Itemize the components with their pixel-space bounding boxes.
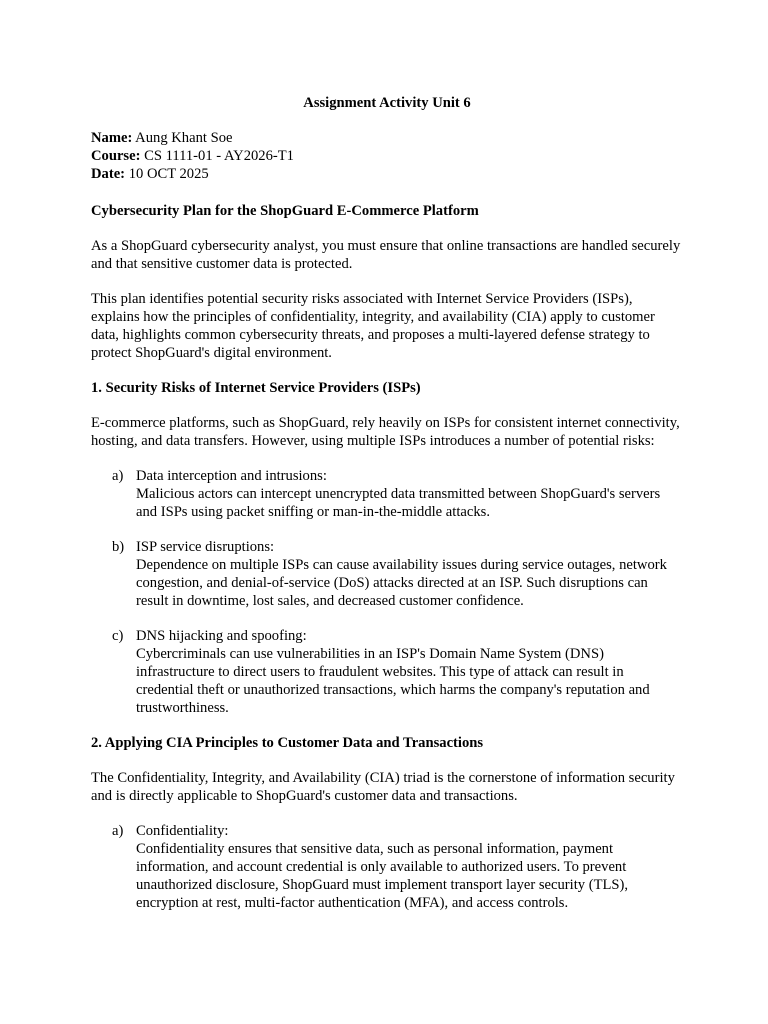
section-2-list [91, 822, 683, 912]
list-item-body: Dependence on multiple ISPs can cause availability issues during service outages, network congestion, and denial-of-service (DoS) attacks directed at an ISP. Such disruptions can result in downtime, lost sales, and decreased customer confidence. [136, 557, 667, 609]
meta-date [91, 165, 683, 183]
meta-block [91, 129, 683, 183]
list-item [91, 822, 683, 912]
meta-name [91, 129, 683, 147]
list-marker: a) [112, 823, 124, 839]
list-item-body: Cybercriminals can use vulnerabilities in an ISP's Domain Name System (DNS) infrastructure to direct users to fraudulent websites. This type of attack can result in credential theft or unauthorized transactions, which harms the company's reputation and trustworthiness. [136, 646, 650, 716]
section-1-heading: 1. Security Risks of Internet Service Providers (ISPs) [91, 380, 421, 396]
meta-course [91, 147, 683, 165]
list-item [91, 627, 683, 717]
list-marker: c) [112, 628, 124, 644]
list-item-body: Confidentiality ensures that sensitive data, such as personal information, payment information, and account credential is only available to authorized users. To prevent unauthorized disclosure, ShopGuard must implement transport layer security (TLS), encryption at rest, multi-factor authentication (MFA), and access controls. [136, 841, 629, 911]
meta-name-value: Aung Khant Soe [132, 130, 233, 146]
intro-paragraph-2: This plan identifies potential security risks associated with Internet Service Providers (ISPs), explains how the principles of confidentiality, integrity, and availability (CIA) apply to customer data, highlights common cybersecurity threats, and proposes a multi-layered defense strategy to protect ShopGuard's digital environment. [91, 291, 655, 361]
meta-date-value: 10 OCT 2025 [125, 166, 209, 182]
list-item-title: Data interception and intrusions: [136, 468, 327, 484]
list-marker: b) [112, 539, 125, 555]
list-item-title: ISP service disruptions: [136, 539, 275, 555]
intro-paragraph-1: As a ShopGuard cybersecurity analyst, you must ensure that online transactions are handled securely and that sensitive customer data is protected. [91, 238, 681, 272]
document-content [91, 94, 683, 929]
list-marker: a) [112, 468, 124, 484]
meta-course-value: CS 1111-01 - AY2026-T1 [140, 148, 294, 164]
section-2-intro: The Confidentiality, Integrity, and Availability (CIA) triad is the cornerstone of information security and is directly applicable to ShopGuard's customer data and transactions. [91, 770, 675, 804]
list-item [91, 467, 683, 521]
plan-heading: Cybersecurity Plan for the ShopGuard E-Commerce Platform [91, 203, 479, 219]
meta-date-label: Date: [91, 166, 126, 182]
list-item-title: DNS hijacking and spoofing: [136, 628, 307, 644]
list-item-body: Malicious actors can intercept unencrypted data transmitted between ShopGuard's servers and ISPs using packet sniffing or man-in-the-middle attacks. [136, 486, 661, 520]
section-1-intro: E-commerce platforms, such as ShopGuard, rely heavily on ISPs for consistent internet connectivity, hosting, and data transfers. However, using multiple ISPs introduces a number of potential risks: [91, 415, 680, 449]
section-1-list [91, 467, 683, 717]
list-item-title: Confidentiality: [136, 823, 229, 839]
meta-course-label: Course: [91, 148, 141, 164]
list-item [91, 538, 683, 610]
meta-name-label: Name: [91, 130, 133, 146]
section-2-heading: 2. Applying CIA Principles to Customer Data and Transactions [91, 735, 484, 751]
document-title: Assignment Activity Unit 6 [303, 95, 471, 111]
